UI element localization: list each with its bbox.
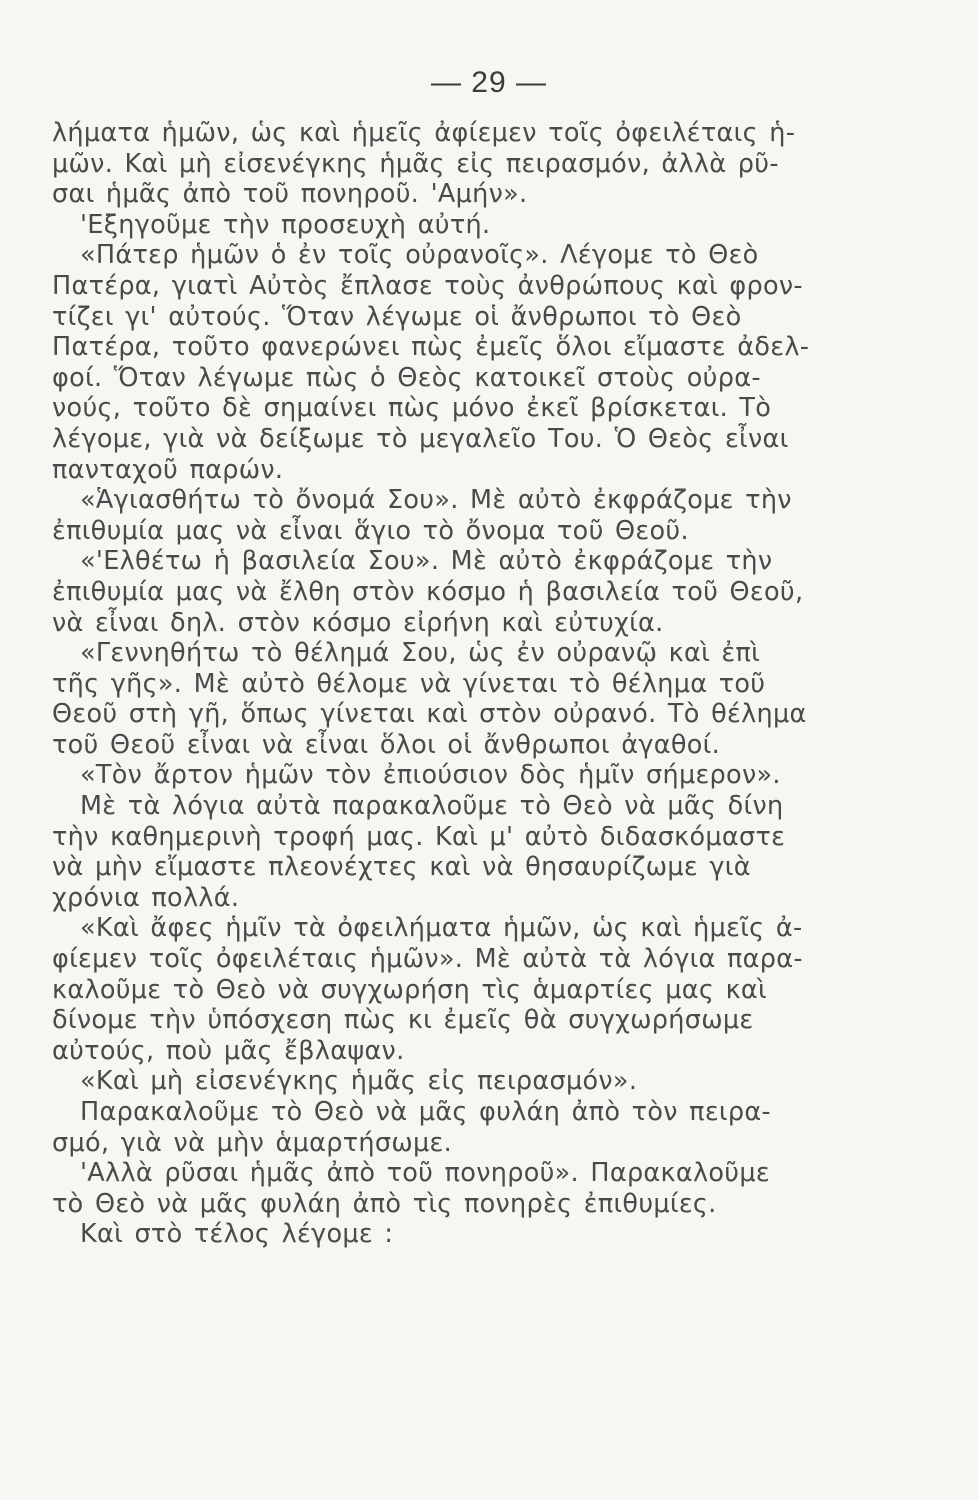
page-number: — 29 — xyxy=(430,66,548,99)
text-line: Θεοῦ στὴ γῆ, ὅπως γίνεται καὶ στὸν οὐρανό. Τὸ θέλημα xyxy=(52,699,807,730)
text-line: τὴν καθημερινὴ τροφή μας. Καὶ μ' αὐτὸ διδασκόμαστε xyxy=(52,821,786,852)
text-line: Μὲ τὰ λόγια αὐτὰ παρακαλοῦμε τὸ Θεὸ νὰ μᾶς δίνη xyxy=(80,791,784,822)
text-line: «Τὸν ἄρτον ἡμῶν τὸν ἐπιούσιον δὸς ἡμῖν σήμερον». xyxy=(80,760,781,791)
text-line: Πατέρα, γιατὶ Αὐτὸς ἔπλασε τοὺς ἀνθρώπους καὶ φρον- xyxy=(52,270,803,301)
body-text xyxy=(52,118,912,1250)
text-line: ἐπιθυμία μας νὰ εἶναι ἅγιο τὸ ὄνομα τοῦ Θεοῦ. xyxy=(52,515,689,546)
text-line: πανταχοῦ παρών. xyxy=(52,454,284,485)
text-line: χρόνια πολλά. xyxy=(52,882,240,913)
text-line: λέγομε, γιὰ νὰ δείξωμε τὸ μεγαλεῖο Του. Ὁ Θεὸς εἶναι xyxy=(52,423,789,454)
text-line: αὐτούς, ποὺ μᾶς ἔβλαψαν. xyxy=(52,1035,405,1066)
text-line: καλοῦμε τὸ Θεὸ νὰ συγχωρήση τὶς ἁμαρτίες μας καὶ xyxy=(52,974,767,1005)
text-line: δίνομε τὴν ὑπόσχεση πὼς κι ἐμεῖς θὰ συγχωρήσωμε xyxy=(52,1005,754,1036)
text-line: σαι ἡμᾶς ἀπὸ τοῦ πονηροῦ. 'Αμήν». xyxy=(52,179,528,210)
text-line: Παρακαλοῦμε τὸ Θεὸ νὰ μᾶς φυλάη ἀπὸ τὸν πειρα- xyxy=(80,1097,771,1127)
text-line: τίζει γι' αὐτούς. Ὅταν λέγωμε οἱ ἄνθρωποι τὸ Θεὸ xyxy=(52,301,742,332)
text-line: νὰ μὴν εἴμαστε πλεονέχτες καὶ νὰ θησαυρίζωμε γιὰ xyxy=(52,852,751,883)
text-line: νούς, τοῦτο δὲ σημαίνει πὼς μόνο ἐκεῖ βρίσκεται. Τὸ xyxy=(52,393,772,424)
text-line: φίεμεν τοῖς ὀφειλέταις ἡμῶν». Μὲ αὐτὰ τὰ λόγια παρα- xyxy=(52,944,803,975)
text-line: «Καὶ μὴ εἰσενέγκης ἡμᾶς εἰς πειρασμόν». xyxy=(80,1066,638,1097)
text-line: σμό, γιὰ νὰ μὴν ἁμαρτήσωμε. xyxy=(52,1127,452,1158)
text-line: ἐπιθυμία μας νὰ ἔλθη στὸν κόσμο ἡ βασιλεία τοῦ Θεοῦ, xyxy=(52,576,804,607)
text-line: νὰ εἶναι δηλ. στὸν κόσμο εἰρήνη καὶ εὐτυχία. xyxy=(52,607,664,638)
text-line: «Πάτερ ἡμῶν ὁ ἐν τοῖς οὐρανοῖς». Λέγομε τὸ Θεὸ xyxy=(80,240,759,271)
text-line: «'Ελθέτω ἡ βασιλεία Σου». Μὲ αὐτὸ ἐκφράζομε τὴν xyxy=(80,546,773,577)
text-line: Καὶ στὸ τέλος λέγομε : xyxy=(80,1219,394,1250)
text-line: τῆς γῆς». Μὲ αὐτὸ θέλομε νὰ γίνεται τὸ θέλημα τοῦ xyxy=(52,668,766,699)
text-line: «Γεννηθήτω τὸ θέλημά Σου, ὡς ἐν οὐρανῷ καὶ ἐπὶ xyxy=(80,638,761,669)
text-line: μῶν. Καὶ μὴ εἰσενέγκης ἡμᾶς εἰς πειρασμόν, ἀλλὰ ρῦ- xyxy=(52,148,779,179)
text-line: «Ἁγιασθήτω τὸ ὄνομά Σου». Μὲ αὐτὸ ἐκφράζομε τὴν xyxy=(80,485,792,516)
text-line: φοί. Ὅταν λέγωμε πὼς ὁ Θεὸς κατοικεῖ στοὺς οὐρα- xyxy=(52,362,761,393)
text-line: 'Εξηγοῦμε τὴν προσευχὴ αὐτή. xyxy=(80,209,491,240)
text-line: Πατέρα, τοῦτο φανερώνει πὼς ἐμεῖς ὅλοι εἴμαστε ἀδελ- xyxy=(52,332,810,363)
text-line: «Καὶ ἄφες ἡμῖν τὰ ὀφειλήματα ἡμῶν, ὡς καὶ ἡμεῖς ἀ- xyxy=(80,913,803,944)
text-line: λήματα ἡμῶν, ὡς καὶ ἡμεῖς ἀφίεμεν τοῖς ὀφειλέταις ἡ- xyxy=(52,118,796,148)
text-line: τοῦ Θεοῦ εἶναι νὰ εἶναι ὅλοι οἱ ἄνθρωποι ἀγαθοί. xyxy=(52,729,720,760)
text-line: τὸ Θεὸ νὰ μᾶς φυλάη ἀπὸ τὶς πονηρὲς ἐπιθυμίες. xyxy=(52,1188,717,1219)
text-line: 'Αλλὰ ρῦσαι ἡμᾶς ἀπὸ τοῦ πονηροῦ». Παρακαλοῦμε xyxy=(80,1158,770,1189)
